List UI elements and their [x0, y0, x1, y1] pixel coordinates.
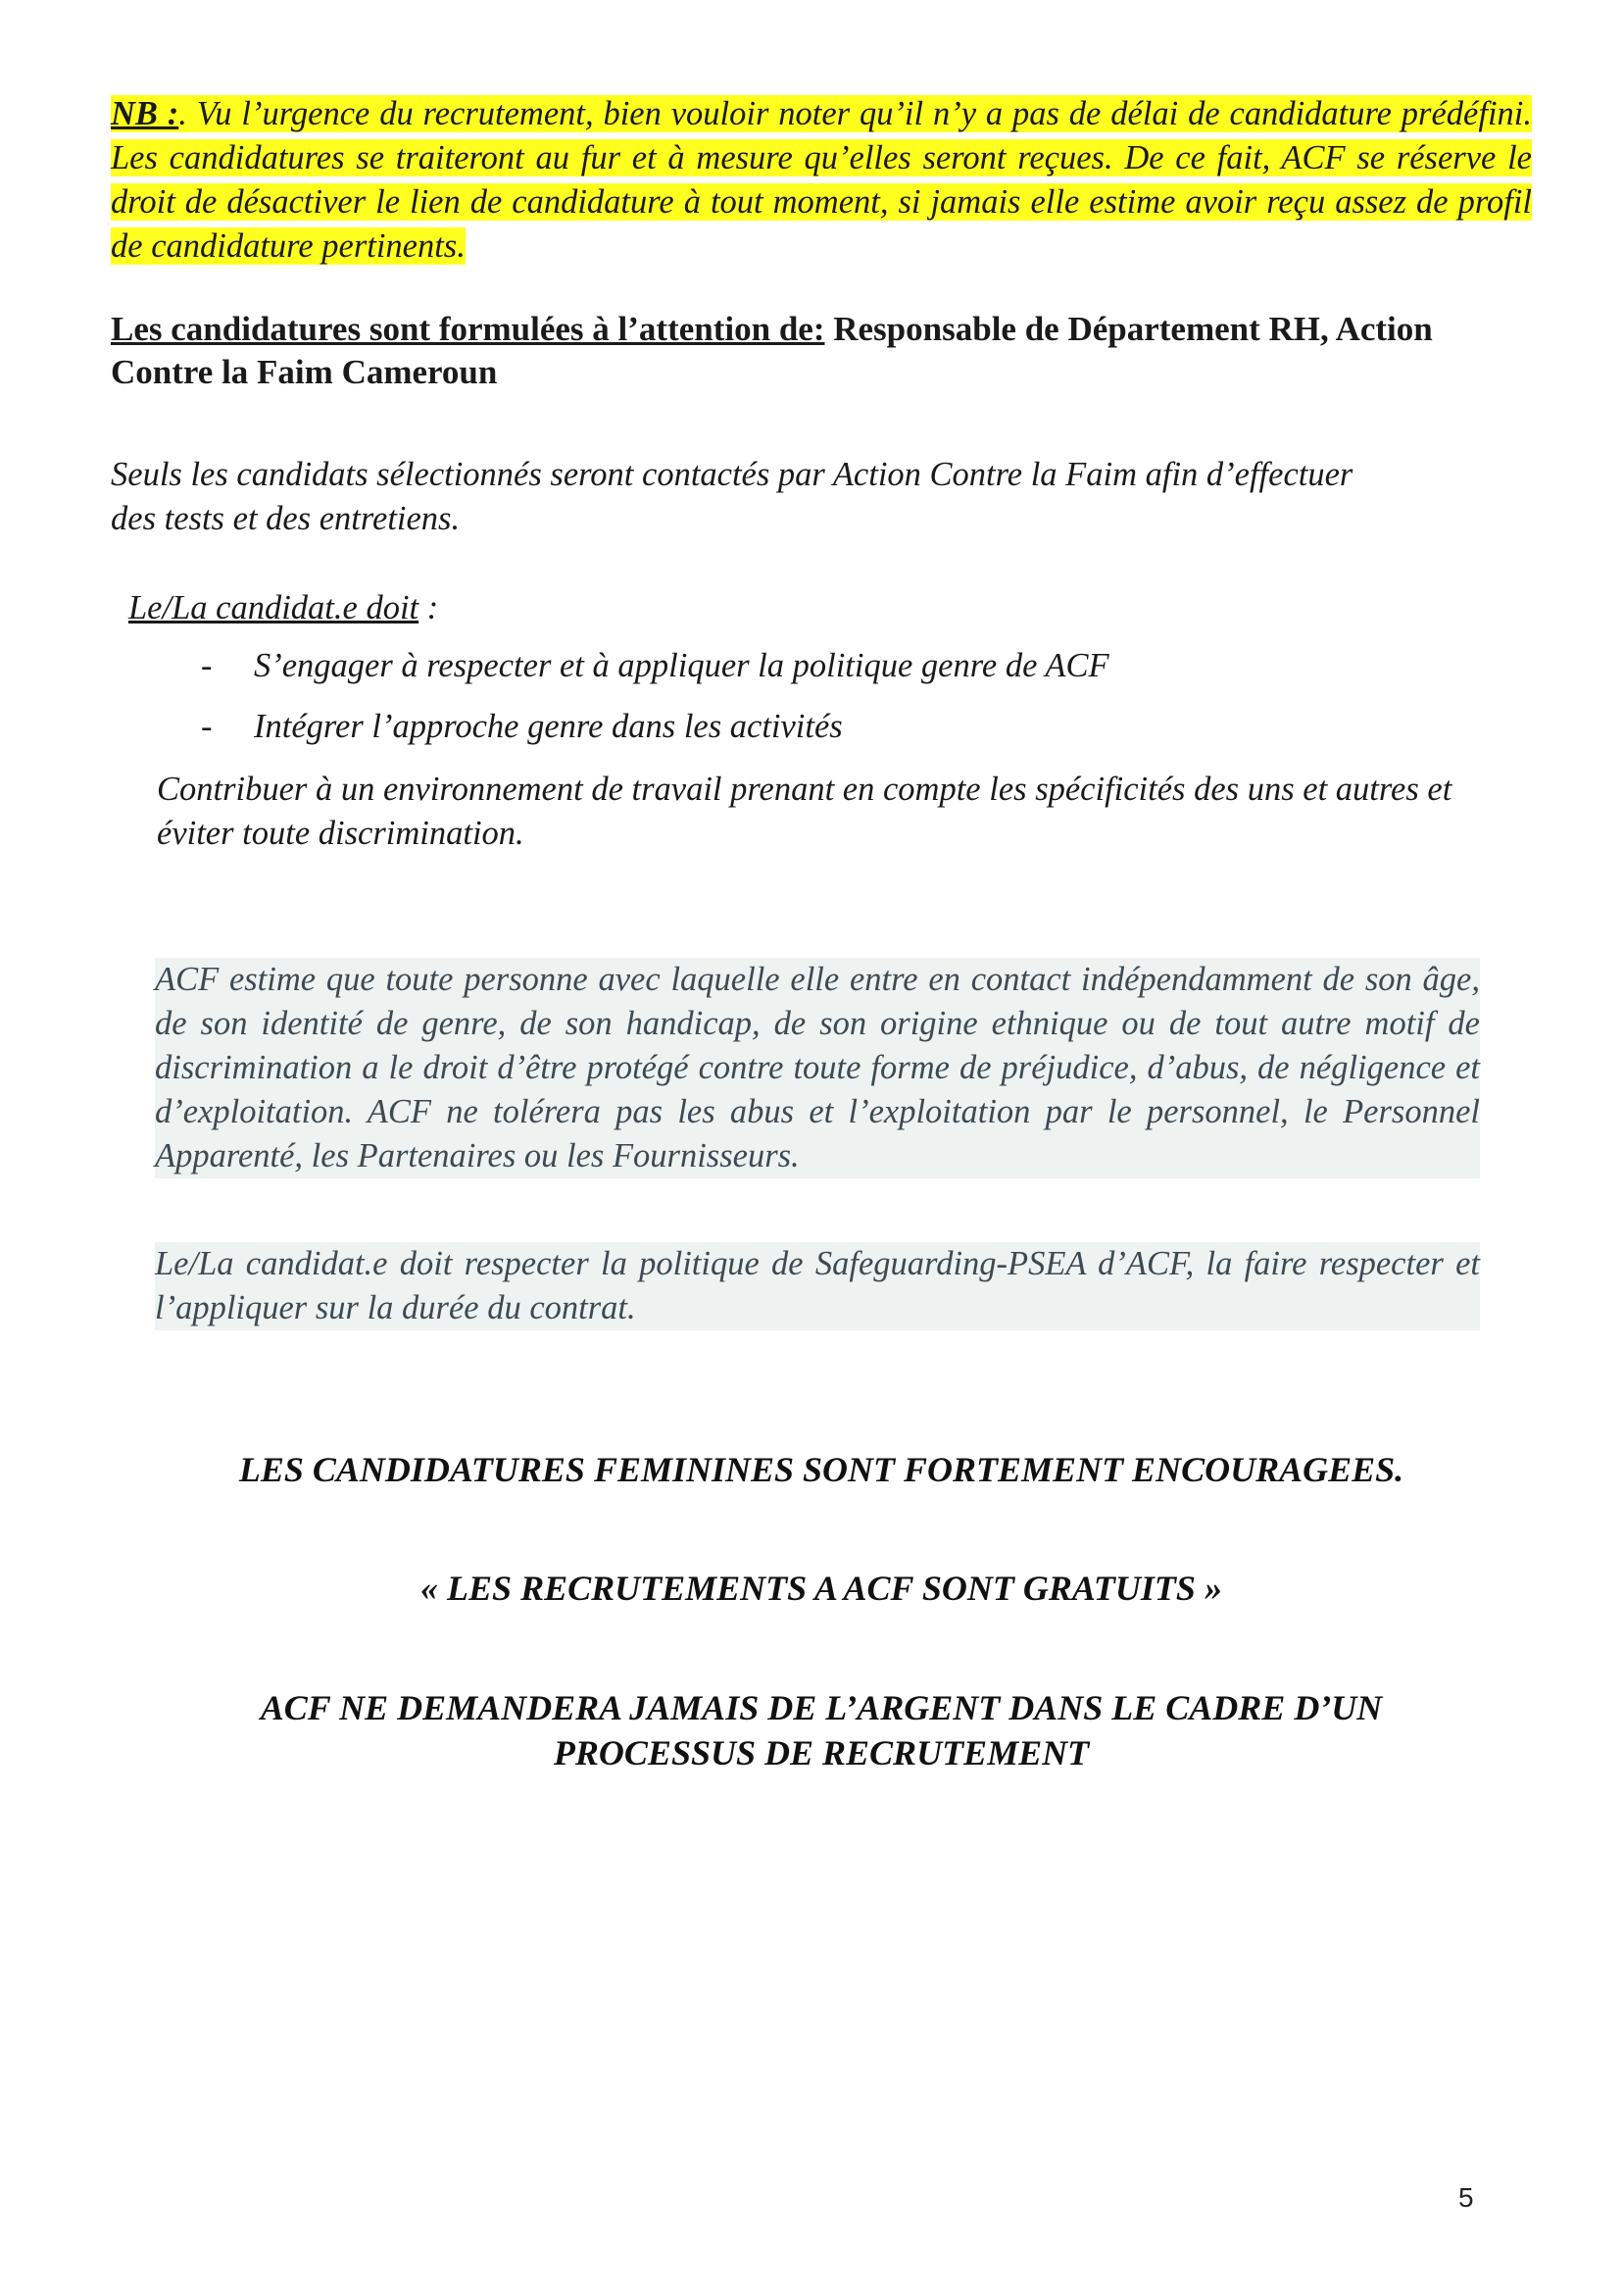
list-item-text: Intégrer l’approche genre dans les activités: [254, 708, 843, 745]
page-number: 5: [1458, 2182, 1474, 2213]
addressee-label: Les candidatures sont formulées à l’attention de:: [111, 310, 825, 348]
list-item: [201, 644, 1377, 705]
contact-note: Seuls les candidats sélectionnés seront contactés par Action Contre la Faim afin d’effectuer des tests et des entretiens.: [111, 456, 1353, 537]
nb-label: NB :: [111, 95, 179, 132]
no-money-line-2: PROCESSUS DE RECRUTEMENT: [553, 1733, 1090, 1772]
list-item: [201, 705, 1377, 766]
no-money-line-1: ACF NE DEMANDERA JAMAIS DE L’ARGENT DANS LE CADRE D’UN: [260, 1688, 1383, 1727]
requirements-list: [201, 644, 1377, 766]
feminine-notice: LES CANDIDATURES FEMININES SONT FORTEMENT ENCOURAGEES.: [238, 1450, 1404, 1489]
safeguarding-paragraph: ACF estime que toute personne avec laquelle elle entre en contact indépendamment de son âge, de son identité de genre, de son handicap, de son origine ethnique ou de tout autre motif de discrimination a le droit d’être protégé contre toute forme de préjudice, d’abus, de négligence et d’exploitation. ACF ne tolérera pas les abus et l’exploitation par le personnel, le Personnel Apparenté, les Partenaires ou les Fournisseurs.: [155, 958, 1480, 1178]
addressee: [111, 308, 1532, 394]
requirements-closing: Contribuer à un environnement de travail prenant en compte les spécificités des uns et autres et éviter toute discrimination.: [157, 771, 1452, 852]
list-item-text: S’engager à respecter et à appliquer la politique genre de ACF: [254, 647, 1109, 684]
requirements-heading: [128, 586, 438, 630]
safeguarding-policy-paragraph: Le/La candidat.e doit respecter la politique de Safeguarding-PSEA d’ACF, la faire respecter et l’appliquer sur la durée du contrat.: [155, 1242, 1480, 1330]
bullet-marker: -: [201, 647, 213, 684]
bullet-marker: -: [201, 708, 213, 745]
nb-highlight: [111, 95, 1532, 265]
no-money-notice: [111, 1685, 1532, 1775]
requirements-suffix: :: [418, 589, 439, 626]
requirements-label: Le/La candidat.e doit: [128, 589, 419, 626]
free-recruitment-notice: « LES RECRUTEMENTS A ACF SONT GRATUITS »: [420, 1569, 1222, 1608]
addressee-text: Responsable de Département RH, Action Contre la Faim Cameroun: [111, 310, 1433, 391]
nb-notice: [111, 92, 1532, 269]
nb-text: . Vu l’urgence du recrutement, bien vouloir noter qu’il n’y a pas de délai de candidature prédéfini. Les candidatures se traiteront au fur et à mesure qu’elles seront reçues. De ce fait, ACF se réserve le droit de désactiver le lien de candidature à tout moment, si jamais elle estime avoir reçu assez de profil de candidature pertinents.: [111, 95, 1532, 265]
